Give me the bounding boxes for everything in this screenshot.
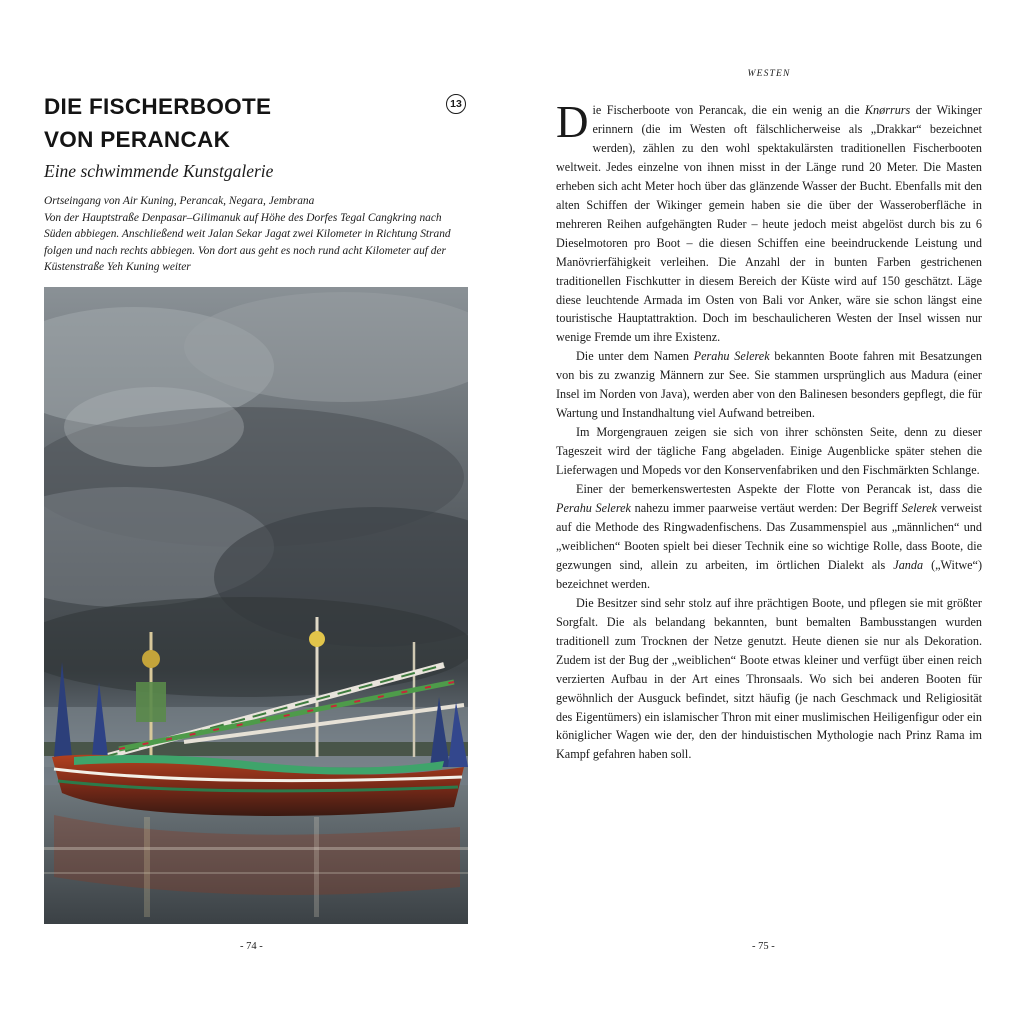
p1-text-b: der Wikinger erinnern (die im Westen oft fälschlicherweise als „Drakkar“ bezeichnet werden), zählen zu den wohl spektakulärsten traditionellen Fischerbooten weltweit. Jedes einzelne von ihnen misst in der Länge rund 20 Meter. Die Masten erheben sich acht Meter hoch über das glänzende Wasser der Bucht. Ebenfalls mit den alten Schiffen der Wikinger gemein haben sie die über der Wasseroberfläche in mehreren Reihen aufgehängten Ruder – heute jedoch meist abgelöst durch bis zu 6 Dieselmotoren pro Boot – die diesen Schiffen eine beeindruckende Leistung und Manövrierfähigkeit verleihen. Die Anzahl der in bunten Farben gestrichenen traditionellen Fischkutter in diesem Bereich der Küste wird auf 150 geschätzt. Läge diese leuchtende Armada im Osten von Bali vor Anker, wäre sie schon längst eine touristische Hauptattraktion. Doch im beschaulicheren Westen der Insel wissen nur wenige Fremde um ihre Existenz. xyxy=(556,103,982,345)
p2-text-a: Die unter dem Namen xyxy=(576,349,694,364)
title-line-2: VON PERANCAK xyxy=(44,127,231,152)
location-number-badge: 13 xyxy=(446,94,466,114)
paragraph-5: Die Besitzer sind sehr stolz auf ihre prächtigen Boote, und pflegen sie mit größter Sorgfalt. Die als belandang bekannten, bunt bemalten Bambusstangen wurden traditionell zum Trocknen der Netze genutzt. Heute dienen sie nur als Dekoration. Zudem ist der Bug der „weiblichen“ Boote etwas kleiner und verfügt über einen reich verzierten Aufbau in der Art eines Thronsaals. Wo sich bei anderen Booten für gewöhnlich der Ausguck befindet, sitzt häufig (je nach Geschmack und Religiosität des Eigentümers) ein islamischer Thron mit einer muslimischen Heiligenfigur oder ein königlicher Wagen wie der, den der hinduistischen Mythologie nach Prinz Rama im Kampf gefahren haben soll. xyxy=(556,595,982,762)
page-title xyxy=(44,90,468,156)
directions-route: Von der Hauptstraße Denpasar–Gilimanuk auf Höhe des Dorfes Tegal Cangkring nach Süden abbiegen. Anschließend weit Jalan Sekar Jagat zwei Kilometer in Richtung Strand folgen und nach rechts abbiegen. Von dort aus geht es noch rund acht Kilometer auf der Küstenstraße Yeh Kuning weiter xyxy=(44,211,451,274)
title-line-1: DIE FISCHERBOOTE xyxy=(44,94,272,119)
p2-text-b: bekannten Boote fahren mit Besatzungen von bis zu zwanzig Männern zur See. Sie stammen ursprünglich aus Madura (einer Insel im Norden von Java), werden aber von den Balinesen besonders gepflegt, die für Wartung und Instandhaltung viel Aufwand betreiben. xyxy=(556,349,982,421)
fishing-boat-photo xyxy=(44,287,468,924)
left-page xyxy=(44,90,468,276)
page-number-right: - 75 - xyxy=(752,941,775,952)
p4-text-d: („Witwe“) bezeichnet werden. xyxy=(556,557,983,591)
right-page-text xyxy=(556,97,983,764)
page-number-left: - 74 - xyxy=(240,941,263,952)
paragraph-2 xyxy=(556,347,982,423)
paragraph-3: Im Morgengrauen zeigen sie sich von ihrer schönsten Seite, denn zu dieser Tageszeit wird der tägliche Fang abgeladen. Einige Augenblicke später stehen die Lieferwagen und Mopeds vor den Konservenfabriken und den Fischmärkten Schlange. xyxy=(556,425,982,478)
drop-cap: D xyxy=(556,97,589,147)
p2-term-perahu-selerek: Perahu Selerek xyxy=(693,349,770,364)
p1-term-knorrurs: Knørrurs xyxy=(864,103,911,117)
p1-text-a: ie Fischerboote von Perancak, die ein wenig an die xyxy=(592,103,865,117)
directions xyxy=(44,193,468,276)
paragraph-1 xyxy=(556,97,982,347)
directions-address: Ortseingang von Air Kuning, Perancak, Negara, Jembrana xyxy=(44,195,315,207)
running-head: WESTEN xyxy=(747,69,791,79)
paragraph-4 xyxy=(556,480,982,594)
p4-text-c: verweist auf die Methode des Ringwadenfischens. Das Zusammenspiel aus „männlichen“ und „weiblichen“ Booten spielt bei dieser Technik eine so wichtige Rolle, dass Boote, die gezwungen sind, allein zu arbeiten, im örtlichen Dialekt als xyxy=(556,501,982,572)
page-subtitle: Eine schwimmende Kunstgalerie xyxy=(44,161,274,181)
p4-text-a: Einer der bemerkenswertesten Aspekte der Flotte von Perancak ist, dass die xyxy=(576,482,982,497)
p4-text-b: nahezu immer paarweise vertäut werden: Der Begriff xyxy=(630,501,902,516)
p4-term-selerek: Selerek xyxy=(901,501,938,516)
p4-term-janda: Janda xyxy=(893,557,924,572)
p4-term-perahu-selerek: Perahu Selerek xyxy=(556,501,631,516)
